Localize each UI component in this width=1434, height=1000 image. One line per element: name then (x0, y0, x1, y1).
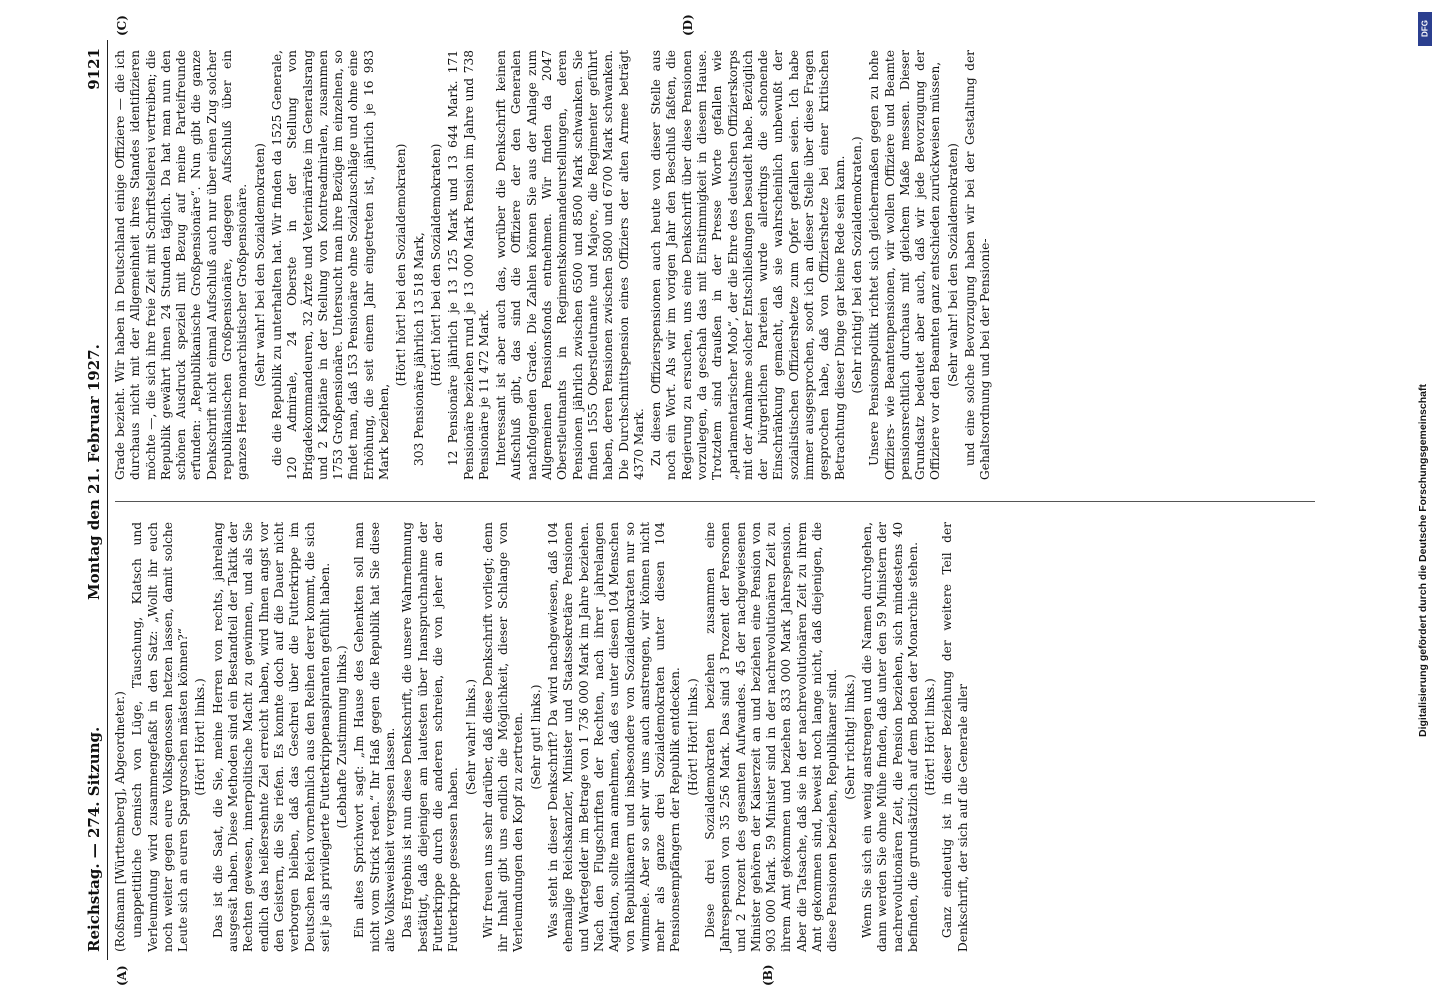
right-column-paragraph: 303 Pensionäre jährlich 13 518 Mark, (411, 232, 426, 466)
left-column-paragraph: Ganz eindeutig ist in dieser Beziehung der weitere Teil der Denkschrift, der sich auf die Generale aller (940, 522, 970, 952)
right-column-paragraph: (Hört! hört! bei den Sozialdemokraten) (394, 143, 409, 387)
margin-marker-c: (C) (115, 15, 129, 36)
margin-marker-d: (D) (681, 14, 695, 36)
left-column-paragraph: Was steht in dieser Denkschrift? Da wird nachgewiesen, daß 104 ehemalige Reichskanzler, Minister und Staatssekretäre Pensionen und Wartegelder im Betrage von 1 736 000 Mark im Jahre beziehen. Nach den Flugschriften der Rechten, nach ihrer jahrelangen Agitation, sollte man annehmen, daß es unter diesen 104 Menschen von Republikanern und insbesondere von Sozialdemokraten nur so wimmele. Aber so sehr wir uns auch anstrengen, wir können nicht mehr als ganze drei Sozialdemokraten unter diesen 104 Pensionsempfängern der Republik entdecken. (546, 522, 683, 952)
left-column-paragraph: (Lebhafte Zustimmung links.) (335, 645, 350, 829)
page-number: 9121 (85, 48, 103, 90)
right-column-paragraph: und eine solche Bevorzugung haben wir bei der Gestaltung der Gehaltsordnung und bei der Pensionie- (963, 50, 993, 480)
left-column-paragraph: (Sehr wahr! links.) (463, 679, 478, 795)
right-column-paragraph: (Sehr richtig! bei den Sozialdemokraten.) (849, 136, 864, 394)
margin-marker-b: (B) (761, 964, 775, 986)
right-column-paragraph: (Hört! hört! bei den Sozialdemokraten) (428, 143, 443, 387)
right-column-paragraph: die die Republik zu unterhalten hat. Wir finden da 1525 Generale, 120 Admirale, 24 Oberste in der Stellung von Brigadekommandeuren, 32 Ärzte und Veterinärräte im Generalsrang und 2 Kapitäne in der Stellung von Kontreadmiralen, zusammen 1753 Großpensionäre. Untersucht man ihre Bezüge im einzelnen, so findet man, daß 153 Pensionäre ohne Sozialzuschläge und ohne eine Erhöhung, die seit einem Jahr eingetreten ist, jährlich je 16 983 Mark beziehen, (269, 50, 392, 480)
right-column-paragraph: Grade bezieht. Wir haben in Deutschland einige Offiziere — die ich durchaus nicht mit der Allgemeinheit ihres Standes identifizieren möchte —, die sich ihre freie Zeit mit Schriftstellerei vertreiben; die Republik gewährt ihnen 24 Stunden täglich. Da hat man nun den schönen Ausdruck speziell mit Bezug auf meine Parteifreunde erfunden: „Republikanische Großpensionäre“. Nun gibt die ganze Denkschrift nicht einmal Aufschluß auch nur über einen Zug solcher republikanischen Großpensionäre, dagegen Aufschluß über ein ganzes Heer monarchistischer Großpensionäre. (113, 50, 250, 480)
left-column-paragraph: Wenn Sie sich ein wenig anstrengen und die Namen durchgehen, dann werden Sie ohne Mühe finden, daß unter den 59 Ministern der nachrevolutionären Zeit, die Pension beziehen, sich mindestens 40 befinden, die grundsätzlich auf dem Boden der Monarchie stehen. (859, 522, 920, 952)
left-column-paragraph: Das ist die Saat, die Sie, meine Herren von rechts, jahrelang ausgesät haben. Diese Methoden sind ein Bestandteil der Taktik der Rechten gewesen, innerpolitische Macht zu gewinnen, und als Sie endlich das heißersehnte Ziel erreicht haben, wird Ihnen angst vor den Geistern, die Sie riefen. Es konnte doch auf die Dauer nicht verborgen bleiben, daß das Geschrei über die Futterkrippe im Deutschen Reich vornehmlich aus den Reihen derer kommt, die sich seit je als privilegierte Futterkrippenaspiranten gefühlt haben. (210, 522, 332, 952)
dfg-logo: DFG (1418, 12, 1432, 46)
left-column-paragraph: (Roßmann [Württemberg], Abgeordneter.) (113, 691, 127, 952)
left-column-paragraph: Diese drei Sozialdemokraten beziehen zusammen eine Jahrespension von 35 256 Mark. Das sind 3 Prozent der Personen und 2 Prozent des gesamten Aufwandes. 45 der nachgewiesenen Minister gehören der Kaiserzeit an und beziehen eine Pension von 903 000 Mark. 59 Minister sind in der nachrevolutionären Zeit zu ihrem Amt gekommen und beziehen 833 000 Mark Jahrespension. Aber die Tatsache, daß sie in der nachrevolutionären Zeit zu ihrem Amt gekommen sind, beweist noch lange nicht, daß diejenigen, die diese Pensionen beziehen, Republikaner sind. (702, 522, 840, 952)
right-column-paragraph: 12 Pensionäre jährlich je 13 125 Mark und 13 644 Mark. 171 Pensionäre beziehen rund je 13 000 Mark Pension im Jahre und 738 Pensionäre je 11 472 Mark. (446, 50, 491, 480)
right-column-paragraph: Interessant ist aber auch das, worüber die Denkschrift keinen Aufschluß gibt, das sind die Offiziere der den Generalen nachfolgenden Grade. Die Zahlen können Sie aus der Anlage zum Allgemeinen Pensionsfonds entnehmen. Wir finden da 2047 Oberstleutnants in Regimentskommandeurstellungen, deren Pensionen jährlich zwischen 6500 und 8500 Mark schwanken. Sie finden 1555 Oberstleutnante und Majore, die Regimenter geführt haben, deren Pensionen zwischen 5800 und 6700 Mark schwanken. Die Durchschnittspension eines Offiziers der alten Armee beträgt 4370 Mark. (494, 50, 646, 480)
left-column-paragraph: (Hört! Hört! links.) (923, 678, 938, 796)
left-column-paragraph: (Sehr gut! links.) (528, 684, 543, 790)
digitization-note (1404, 0, 1434, 1000)
column-divider (115, 501, 1315, 502)
header-date: Montag den 21. Februar 1927. (85, 344, 103, 600)
left-column-paragraph: (Hört! Hört! links.) (193, 678, 208, 796)
page-header (81, 40, 108, 960)
right-column (113, 50, 996, 480)
right-column-paragraph: (Sehr wahr! bei den Sozialdemokraten) (252, 143, 267, 387)
left-column-paragraph: Ein altes Sprichwort sagt: „Im Hause des Gehenkten soll man nicht vom Strick reden.“ Ihr Haß gegen die Republik hat Sie diese alte Volksweisheit vergessen lassen. (352, 522, 398, 952)
left-column (113, 522, 973, 952)
left-column-paragraph: Das Ergebnis ist nun diese Denkschrift, die unsere Wahrnehmung bestätigt, daß diejenigen am lautesten über Inanspruchnahme der Futterkrippe durch die anderen schreien, die von jeher an der Futterkrippe gesessen haben. (400, 522, 461, 952)
right-column-paragraph: Zu diesen Offizierspensionen auch heute von dieser Stelle aus noch ein Wort. Als wir im vorigen Jahr den Beschluß faßten, die Regierung zu ersuchen, uns eine Denkschrift über diese Pensionen vorzulegen, da geschah das mit Einstimmigkeit in diesem Hause. Trotzdem sind draußen in der Presse Worte gefallen wie „parlamentarischer Mob“, der die Ehre des deutschen Offizierskorps mit der Annahme solcher Entschließungen besudelt habe. Bezüglich der bürgerlichen Parteien wurde allerdings die schonende Einschränkung gemacht, daß sie wahrscheinlich unbewußt der sozialistischen Offiziershetze zum Opfer gefallen seien. Ich habe immer ausgesprochen, sooft ich an dieser Stelle über diese Fragen gesprochen habe, daß von Offiziershetze bei einer kritischen Betrachtung dieser Dinge gar keine Rede sein kann. (649, 50, 847, 480)
left-column-paragraph: (Sehr richtig! links.) (842, 674, 857, 800)
header-session: Reichstag. — 274. Sitzung. (85, 726, 103, 952)
right-column-paragraph: (Sehr wahr! bei den Sozialdemokraten) (945, 143, 960, 387)
right-column-paragraph: Unsere Pensionspolitik richtet sich gleichermaßen gegen zu hohe Offiziers- wie Beamtenpensionen, wir wollen Offiziere und Beamte pensionsrechtlich durchaus mit gleichem Maße messen. Dieser Grundsatz bedeutet aber auch, daß wir jede Bevorzugung der Offiziere vor den Beamten ganz entschieden zurückweisen müssen, (867, 50, 943, 480)
left-column-paragraph: unappetitliche Gemisch von Lüge, Täuschung, Klatsch und Verleumdung wird zusammengefaßt in den Satz: „Wollt ihr euch noch weiter gegen eure Volksgenossen hetzen lassen, damit solche Leute sich an euren Spargroschen mästen können?“ (130, 522, 191, 952)
left-column-paragraph: Wir freuen uns sehr darüber, daß diese Denkschrift vorliegt; denn ihr Inhalt gibt uns endlich die Möglichkeit, dieser Schlange von Verleumdungen den Kopf zu zertreten. (480, 522, 526, 952)
digitization-credit: Digitalisierung gefördert durch die Deutsche Forschungsgemeinschaft (1417, 384, 1429, 737)
left-column-paragraph: (Hört! Hört! links.) (685, 678, 700, 796)
document-page (81, 14, 1331, 986)
margin-marker-a: (A) (115, 965, 129, 986)
